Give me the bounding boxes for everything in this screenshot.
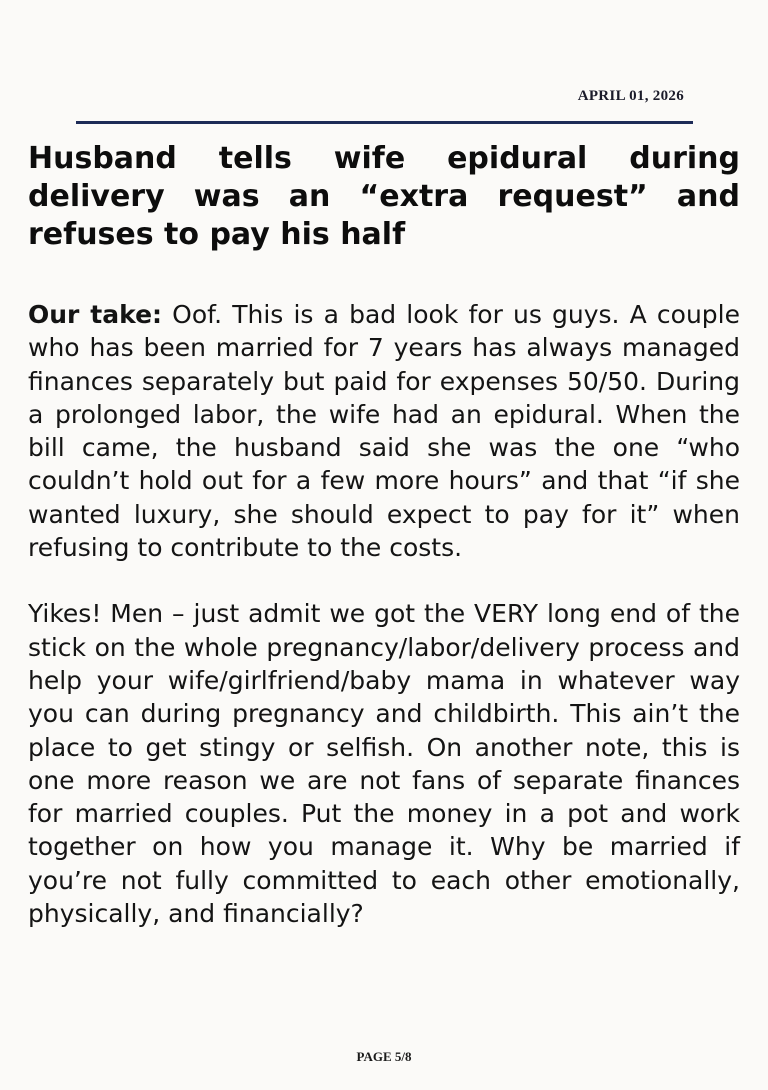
publication-date: APRIL 01, 2026 [577, 88, 684, 104]
article-body [28, 140, 740, 930]
page-number: PAGE 5/8 [356, 1049, 412, 1064]
our-take-paragraph [28, 298, 740, 564]
header-divider [76, 121, 693, 124]
our-take-text: Oof. This is a bad look for us guys. A couple who has been married for 7 years has always managed finances separately but paid for expenses 50/50. During a prolonged labor, the wife had an epidural. When the bill came, the husband said she was the one “who couldn’t hold out for a few more hours” and that “if she wanted luxury, she should expect to pay for it” when refusing to contribute to the costs. [28, 300, 740, 563]
commentary-paragraph: Yikes! Men – just admit we got the VERY long end of the stick on the whole pregnancy/labor/delivery process and help your wife/girlfriend/baby mama in whatever way you can during pregnancy and childbirth. This ain’t the place to get stingy or selfish. On another note, this is one more reason we are not fans of separate finances for married couples. Put the money in a pot and work together on how you manage it. Why be married if you’re not fully committed to each other emotionally, physically, and financially? [28, 599, 740, 929]
article-headline: Husband tells wife epidural during delivery was an “extra request” and refuses to pay his half [28, 141, 740, 252]
our-take-label: Our take: [28, 300, 163, 329]
